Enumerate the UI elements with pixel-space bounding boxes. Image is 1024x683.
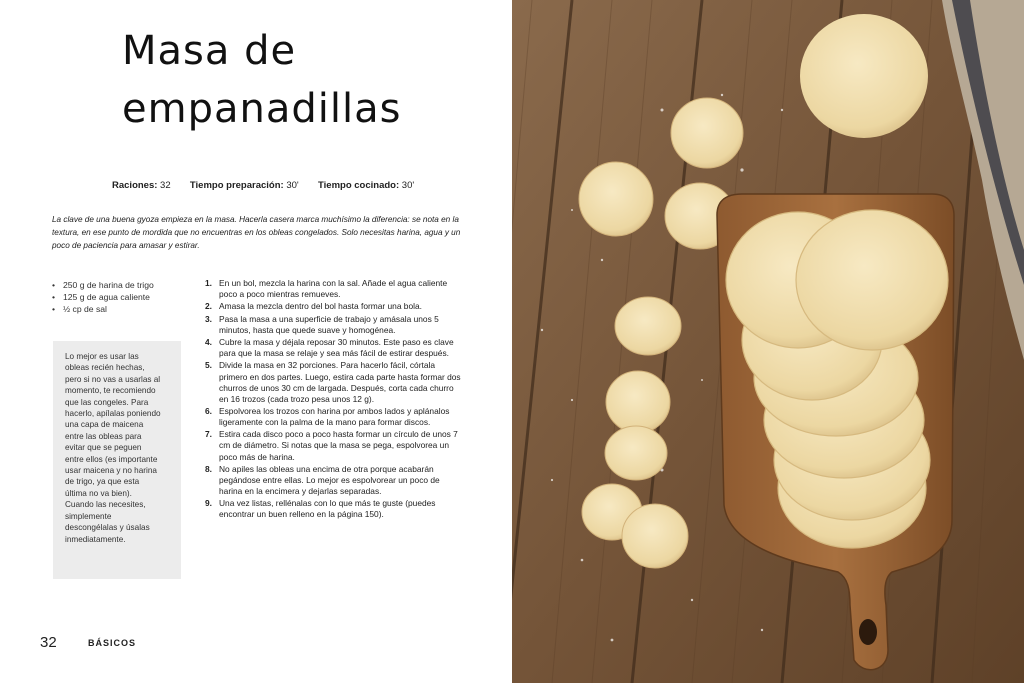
section-label: BÁSICOS xyxy=(88,638,137,648)
step-number: 2. xyxy=(205,301,212,312)
step-item xyxy=(205,406,465,428)
dough-wrapper xyxy=(800,14,928,138)
step-number: 7. xyxy=(205,429,212,440)
dough-disc xyxy=(606,371,670,433)
step-text: Cubre la masa y déjala reposar 30 minutos. Este paso es clave para que la masa se relaje y sea más fácil de estirar después. xyxy=(219,337,454,359)
step-item xyxy=(205,498,465,520)
prep-time-label: Tiempo preparación: xyxy=(189,180,284,191)
cook-time-label: Tiempo cocinado: xyxy=(318,180,400,191)
step-number: 6. xyxy=(205,405,212,416)
steps-list xyxy=(205,278,465,522)
page-number: 32 xyxy=(40,634,57,651)
step-number: 5. xyxy=(205,360,212,371)
step-item xyxy=(205,278,465,300)
dough-disc xyxy=(671,98,743,168)
prep-time-value: 30' xyxy=(286,180,299,191)
dough-disc xyxy=(605,426,667,480)
title-line-2: empanadillas xyxy=(122,86,402,132)
step-number: 4. xyxy=(205,337,212,348)
page-title xyxy=(122,22,401,138)
step-item xyxy=(205,301,465,312)
servings-value: 32 xyxy=(160,180,171,191)
step-item xyxy=(205,360,465,404)
step-text: Amasa la mezcla dentro del bol hasta formar una bola. xyxy=(219,301,422,312)
cook-time-value: 30' xyxy=(401,180,415,191)
ingredient-item: • 250 g de harina de trigo xyxy=(52,279,154,291)
step-text: Una vez listas, rellénalas con lo que más te guste (puedes encontrar un buen relleno en la página 150). xyxy=(219,498,436,520)
servings-label: Raciones: xyxy=(112,180,158,191)
dough-disc xyxy=(579,162,653,236)
step-text: Espolvorea los trozos con harina por ambos lados y aplánalos ligeramente con la palma de la mano para formar discos. xyxy=(219,405,450,428)
ingredient-item: • ½ cp de sal xyxy=(52,303,154,315)
step-text: Divide la masa en 32 porciones. Para hacerlo fácil, córtala primero en dos partes. Luego, estira cada parte hasta formar dos churros de unos 30 cm de largada. Después, corta cada churro en 16 trozos (cada trozo pesa unos 12 g). xyxy=(219,360,461,404)
step-item xyxy=(205,337,465,359)
ingredients-list xyxy=(52,279,154,315)
board-handle-hole xyxy=(859,619,877,645)
step-number: 3. xyxy=(205,313,212,324)
tip-box xyxy=(53,341,181,579)
step-number: 9. xyxy=(205,498,212,509)
recipe-meta xyxy=(112,180,414,191)
dough-disc xyxy=(622,504,688,568)
step-text: Estira cada disco poco a poco hasta formar un círculo de unos 7 cm de diámetro. Si notas que la masa se pega, espolvorea un poco más de harina. xyxy=(219,429,458,462)
tip-text: Lo mejor es usar las obleas recién hechas, pero si no vas a usarlas al momento, te recomiendo que las congeles. Para hacerlo, apílalas poniendo una capa de maicena entre las obleas para evitar que se peguen entre ellos (es importante usar maicena y no harina de trigo, ya que esta última no va bien). Cuando las necesites, simplemente descongélalas y úsalas inmediatamente. xyxy=(65,352,161,544)
title-line-1: Masa de xyxy=(122,28,297,74)
dough-wrapper xyxy=(796,210,948,350)
photo-illustration xyxy=(512,0,1024,683)
step-number: 8. xyxy=(205,463,212,474)
step-number: 1. xyxy=(205,278,212,288)
step-item xyxy=(205,429,465,462)
step-item xyxy=(205,464,465,497)
step-item xyxy=(205,314,465,336)
recipe-intro: La clave de una buena gyoza empieza en la masa. Hacerla casera marca muchísimo la diferencia: se nota en la textura, en ese punto de mordida que no encuentras en los obleas congelados. Solo necesitas harina, agua y un poco de paciencia para amasar y estirar. xyxy=(52,215,461,250)
step-text: En un bol, mezcla la harina con la sal. Añade el agua caliente poco a poco mientras remueves. xyxy=(219,278,448,300)
step-text: No apiles las obleas una encima de otra porque acabarán pegándose entre ellas. Lo mejor es espolvorear un poco de harina en la encimera y dejarlas separadas. xyxy=(219,463,440,496)
step-text: Pasa la masa a una superficie de trabajo y amásala unos 5 minutos, hasta que quede suave y homogénea. xyxy=(219,313,439,335)
dough-disc xyxy=(615,297,681,355)
ingredient-item: • 125 g de agua caliente xyxy=(52,291,154,303)
recipe-photo xyxy=(512,0,1024,683)
